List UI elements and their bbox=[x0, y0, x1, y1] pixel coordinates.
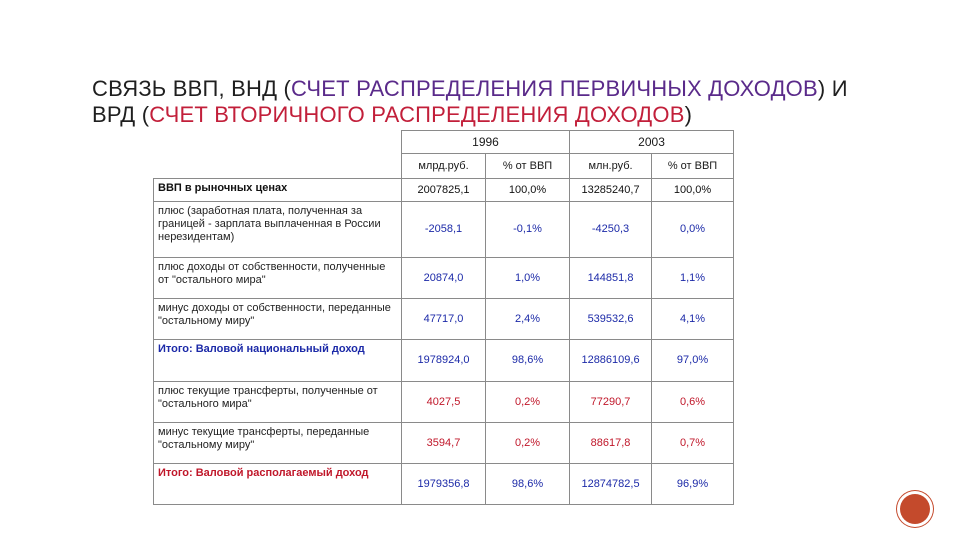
table-cell: 0,6% bbox=[652, 381, 734, 422]
table-cell: 4027,5 bbox=[402, 381, 486, 422]
table-cell: 100,0% bbox=[486, 179, 570, 202]
table-row bbox=[154, 422, 734, 463]
table-row bbox=[154, 179, 734, 202]
table-cell: 77290,7 bbox=[570, 381, 652, 422]
table-cell: 12886109,6 bbox=[570, 340, 652, 381]
table-cell: 1979356,8 bbox=[402, 463, 486, 504]
year-header-2003: 2003 bbox=[570, 131, 734, 154]
slide-nav-circle[interactable] bbox=[900, 494, 930, 524]
table-cell: 20874,0 bbox=[402, 258, 486, 299]
table-cell: 47717,0 bbox=[402, 299, 486, 340]
table-row bbox=[154, 299, 734, 340]
table-corner bbox=[154, 131, 402, 179]
table-cell: 98,6% bbox=[486, 340, 570, 381]
table-cell: 0,2% bbox=[486, 422, 570, 463]
table-cell: 1,1% bbox=[652, 258, 734, 299]
table-cell: 13285240,7 bbox=[570, 179, 652, 202]
row-label: Итого: Валовой располагаемый доход bbox=[154, 463, 402, 504]
gdp-income-table bbox=[153, 130, 734, 505]
table-row bbox=[154, 258, 734, 299]
unit-header: % от ВВП bbox=[486, 154, 570, 179]
unit-header: млн.руб. bbox=[570, 154, 652, 179]
unit-header: % от ВВП bbox=[652, 154, 734, 179]
unit-header: млрд.руб. bbox=[402, 154, 486, 179]
row-label: минус доходы от собственности, переданные "остальному миру" bbox=[154, 299, 402, 340]
row-label: плюс доходы от собственности, полученные от "остального мира" bbox=[154, 258, 402, 299]
table-cell: 96,9% bbox=[652, 463, 734, 504]
table-cell: -4250,3 bbox=[570, 201, 652, 258]
table-cell: 4,1% bbox=[652, 299, 734, 340]
table-cell: 144851,8 bbox=[570, 258, 652, 299]
table-cell: 2,4% bbox=[486, 299, 570, 340]
table-cell: 0,7% bbox=[652, 422, 734, 463]
row-label: плюс текущие трансферты, полученные от "остального мира" bbox=[154, 381, 402, 422]
table-cell: 1,0% bbox=[486, 258, 570, 299]
row-label: плюс (заработная плата, полученная за границей - зарплата выплаченная в России нерезидентам) bbox=[154, 201, 402, 258]
table-cell: 0,0% bbox=[652, 201, 734, 258]
table-row bbox=[154, 201, 734, 258]
table-row bbox=[154, 463, 734, 504]
table-cell: 12874782,5 bbox=[570, 463, 652, 504]
table-cell: 97,0% bbox=[652, 340, 734, 381]
table-row bbox=[154, 340, 734, 381]
table-cell: 98,6% bbox=[486, 463, 570, 504]
table-cell: 2007825,1 bbox=[402, 179, 486, 202]
row-label: ВВП в рыночных ценах bbox=[154, 179, 402, 202]
title-line1-highlight: СЧЕТ РАСПРЕДЕЛЕНИЯ ПЕРВИЧНЫХ ДОХОДОВ bbox=[291, 76, 818, 101]
row-label: минус текущие трансферты, переданные "остальному миру" bbox=[154, 422, 402, 463]
title-line2-highlight: СЧЕТ ВТОРИЧНОГО РАСПРЕДЕЛЕНИЯ ДОХОДОВ bbox=[149, 102, 685, 127]
table-cell: -0,1% bbox=[486, 201, 570, 258]
slide-title bbox=[92, 76, 872, 128]
title-line1-suffix: ) И bbox=[817, 76, 848, 101]
table-cell: 100,0% bbox=[652, 179, 734, 202]
table-cell: 88617,8 bbox=[570, 422, 652, 463]
year-header-1996: 1996 bbox=[402, 131, 570, 154]
table-cell: 0,2% bbox=[486, 381, 570, 422]
title-line1-prefix: СВЯЗЬ ВВП, ВНД ( bbox=[92, 76, 292, 101]
table-cell: 539532,6 bbox=[570, 299, 652, 340]
gdp-income-table-container bbox=[153, 130, 733, 505]
table-row bbox=[154, 381, 734, 422]
title-line2-suffix: ) bbox=[684, 102, 693, 127]
table-cell: -2058,1 bbox=[402, 201, 486, 258]
row-label: Итого: Валовой национальный доход bbox=[154, 340, 402, 381]
table-cell: 1978924,0 bbox=[402, 340, 486, 381]
table-cell: 3594,7 bbox=[402, 422, 486, 463]
title-line2-prefix: ВРД ( bbox=[92, 102, 150, 127]
